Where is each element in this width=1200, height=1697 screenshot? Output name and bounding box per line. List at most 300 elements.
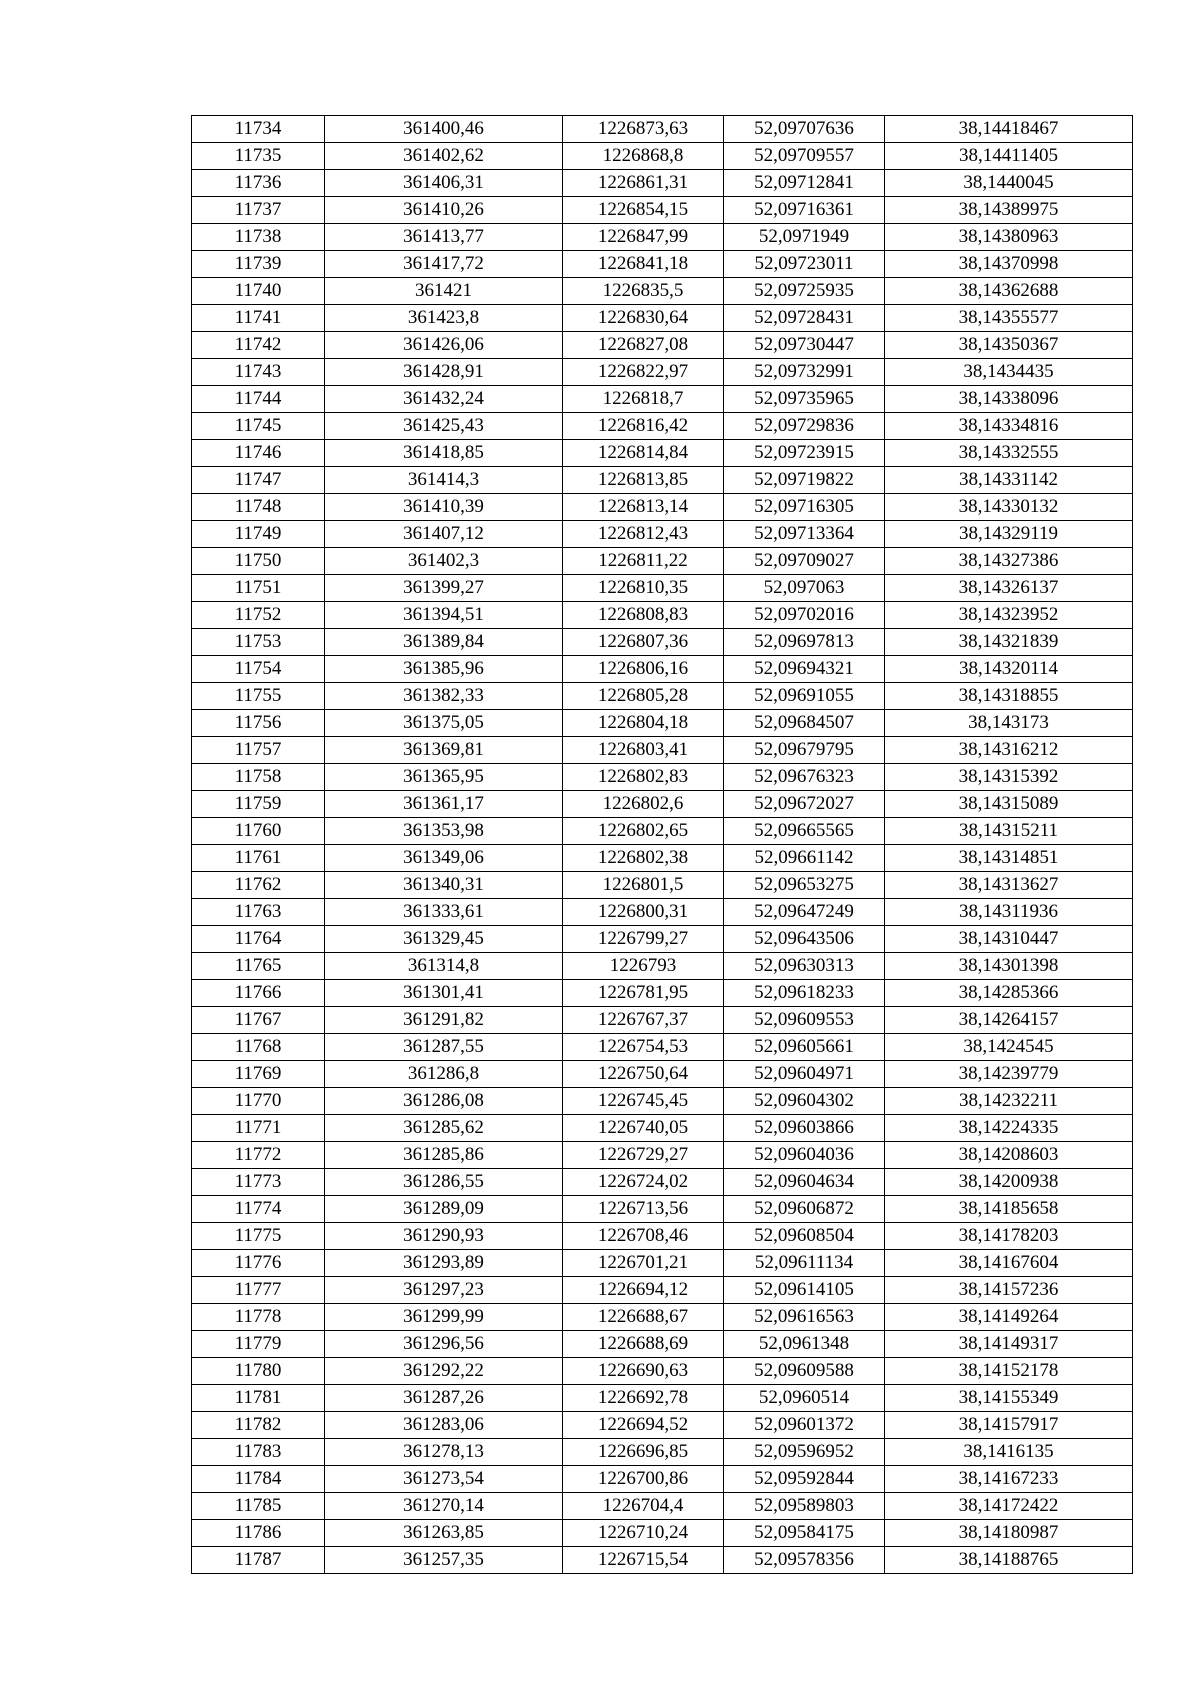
latitude-cell: 52,09604302 xyxy=(724,1088,885,1115)
table-row xyxy=(192,845,1133,872)
point-number-cell: 11737 xyxy=(192,197,325,224)
y-coordinate-cell: 1226799,27 xyxy=(563,926,724,953)
x-coordinate-cell: 361286,55 xyxy=(325,1169,563,1196)
x-coordinate-cell: 361425,43 xyxy=(325,413,563,440)
latitude-cell: 52,09709027 xyxy=(724,548,885,575)
latitude-cell: 52,09601372 xyxy=(724,1412,885,1439)
latitude-cell: 52,09605661 xyxy=(724,1034,885,1061)
x-coordinate-cell: 361290,93 xyxy=(325,1223,563,1250)
x-coordinate-cell: 361257,35 xyxy=(325,1547,563,1574)
y-coordinate-cell: 1226810,35 xyxy=(563,575,724,602)
longitude-cell: 38,14301398 xyxy=(885,953,1133,980)
y-coordinate-cell: 1226827,08 xyxy=(563,332,724,359)
point-number-cell: 11743 xyxy=(192,359,325,386)
y-coordinate-cell: 1226854,15 xyxy=(563,197,724,224)
x-coordinate-cell: 361385,96 xyxy=(325,656,563,683)
latitude-cell: 52,09653275 xyxy=(724,872,885,899)
latitude-cell: 52,09709557 xyxy=(724,143,885,170)
point-number-cell: 11764 xyxy=(192,926,325,953)
latitude-cell: 52,09614105 xyxy=(724,1277,885,1304)
point-number-cell: 11746 xyxy=(192,440,325,467)
table-row xyxy=(192,1115,1133,1142)
latitude-cell: 52,09716305 xyxy=(724,494,885,521)
x-coordinate-cell: 361432,24 xyxy=(325,386,563,413)
point-number-cell: 11757 xyxy=(192,737,325,764)
table-row xyxy=(192,818,1133,845)
y-coordinate-cell: 1226767,37 xyxy=(563,1007,724,1034)
latitude-cell: 52,09604971 xyxy=(724,1061,885,1088)
table-row xyxy=(192,494,1133,521)
longitude-cell: 38,14338096 xyxy=(885,386,1133,413)
longitude-cell: 38,14321839 xyxy=(885,629,1133,656)
table-row xyxy=(192,548,1133,575)
table-row xyxy=(192,197,1133,224)
y-coordinate-cell: 1226690,63 xyxy=(563,1358,724,1385)
table-row xyxy=(192,224,1133,251)
x-coordinate-cell: 361349,06 xyxy=(325,845,563,872)
latitude-cell: 52,09729836 xyxy=(724,413,885,440)
longitude-cell: 38,14350367 xyxy=(885,332,1133,359)
coordinates-table xyxy=(191,115,1133,1574)
latitude-cell: 52,09592844 xyxy=(724,1466,885,1493)
x-coordinate-cell: 361296,56 xyxy=(325,1331,563,1358)
table-row xyxy=(192,980,1133,1007)
y-coordinate-cell: 1226806,16 xyxy=(563,656,724,683)
point-number-cell: 11752 xyxy=(192,602,325,629)
y-coordinate-cell: 1226801,5 xyxy=(563,872,724,899)
point-number-cell: 11775 xyxy=(192,1223,325,1250)
point-number-cell: 11771 xyxy=(192,1115,325,1142)
table-row xyxy=(192,1493,1133,1520)
latitude-cell: 52,09735965 xyxy=(724,386,885,413)
point-number-cell: 11782 xyxy=(192,1412,325,1439)
y-coordinate-cell: 1226688,69 xyxy=(563,1331,724,1358)
y-coordinate-cell: 1226802,6 xyxy=(563,791,724,818)
y-coordinate-cell: 1226793 xyxy=(563,953,724,980)
y-coordinate-cell: 1226724,02 xyxy=(563,1169,724,1196)
longitude-cell: 38,14224335 xyxy=(885,1115,1133,1142)
point-number-cell: 11748 xyxy=(192,494,325,521)
y-coordinate-cell: 1226873,63 xyxy=(563,116,724,143)
table-row xyxy=(192,1358,1133,1385)
y-coordinate-cell: 1226704,4 xyxy=(563,1493,724,1520)
point-number-cell: 11786 xyxy=(192,1520,325,1547)
point-number-cell: 11763 xyxy=(192,899,325,926)
longitude-cell: 38,14355577 xyxy=(885,305,1133,332)
y-coordinate-cell: 1226802,65 xyxy=(563,818,724,845)
longitude-cell: 38,14155349 xyxy=(885,1385,1133,1412)
latitude-cell: 52,09691055 xyxy=(724,683,885,710)
point-number-cell: 11736 xyxy=(192,170,325,197)
table-row xyxy=(192,1304,1133,1331)
longitude-cell: 38,1440045 xyxy=(885,170,1133,197)
point-number-cell: 11776 xyxy=(192,1250,325,1277)
table-row xyxy=(192,1385,1133,1412)
point-number-cell: 11780 xyxy=(192,1358,325,1385)
y-coordinate-cell: 1226841,18 xyxy=(563,251,724,278)
latitude-cell: 52,09723915 xyxy=(724,440,885,467)
point-number-cell: 11739 xyxy=(192,251,325,278)
latitude-cell: 52,09702016 xyxy=(724,602,885,629)
x-coordinate-cell: 361406,31 xyxy=(325,170,563,197)
table-row xyxy=(192,899,1133,926)
table-row xyxy=(192,278,1133,305)
longitude-cell: 38,14316212 xyxy=(885,737,1133,764)
table-row xyxy=(192,1412,1133,1439)
y-coordinate-cell: 1226804,18 xyxy=(563,710,724,737)
x-coordinate-cell: 361389,84 xyxy=(325,629,563,656)
longitude-cell: 38,1424545 xyxy=(885,1034,1133,1061)
latitude-cell: 52,09643506 xyxy=(724,926,885,953)
longitude-cell: 38,14314851 xyxy=(885,845,1133,872)
table-row xyxy=(192,764,1133,791)
point-number-cell: 11734 xyxy=(192,116,325,143)
latitude-cell: 52,09661142 xyxy=(724,845,885,872)
y-coordinate-cell: 1226745,45 xyxy=(563,1088,724,1115)
x-coordinate-cell: 361407,12 xyxy=(325,521,563,548)
latitude-cell: 52,09611134 xyxy=(724,1250,885,1277)
x-coordinate-cell: 361299,99 xyxy=(325,1304,563,1331)
point-number-cell: 11747 xyxy=(192,467,325,494)
longitude-cell: 38,14318855 xyxy=(885,683,1133,710)
x-coordinate-cell: 361263,85 xyxy=(325,1520,563,1547)
point-number-cell: 11787 xyxy=(192,1547,325,1574)
y-coordinate-cell: 1226808,83 xyxy=(563,602,724,629)
longitude-cell: 38,14200938 xyxy=(885,1169,1133,1196)
longitude-cell: 38,1434435 xyxy=(885,359,1133,386)
longitude-cell: 38,14172422 xyxy=(885,1493,1133,1520)
latitude-cell: 52,09694321 xyxy=(724,656,885,683)
longitude-cell: 38,14411405 xyxy=(885,143,1133,170)
x-coordinate-cell: 361369,81 xyxy=(325,737,563,764)
x-coordinate-cell: 361270,14 xyxy=(325,1493,563,1520)
y-coordinate-cell: 1226740,05 xyxy=(563,1115,724,1142)
x-coordinate-cell: 361333,61 xyxy=(325,899,563,926)
y-coordinate-cell: 1226822,97 xyxy=(563,359,724,386)
latitude-cell: 52,09679795 xyxy=(724,737,885,764)
latitude-cell: 52,09596952 xyxy=(724,1439,885,1466)
latitude-cell: 52,09676323 xyxy=(724,764,885,791)
coordinates-table-body xyxy=(192,116,1133,1574)
longitude-cell: 38,14149264 xyxy=(885,1304,1133,1331)
latitude-cell: 52,0960514 xyxy=(724,1385,885,1412)
table-row xyxy=(192,1196,1133,1223)
longitude-cell: 38,14167233 xyxy=(885,1466,1133,1493)
table-row xyxy=(192,1223,1133,1250)
x-coordinate-cell: 361287,55 xyxy=(325,1034,563,1061)
table-row xyxy=(192,1034,1133,1061)
latitude-cell: 52,09725935 xyxy=(724,278,885,305)
longitude-cell: 38,14326137 xyxy=(885,575,1133,602)
latitude-cell: 52,09697813 xyxy=(724,629,885,656)
x-coordinate-cell: 361426,06 xyxy=(325,332,563,359)
point-number-cell: 11745 xyxy=(192,413,325,440)
point-number-cell: 11779 xyxy=(192,1331,325,1358)
table-row xyxy=(192,1547,1133,1574)
table-row xyxy=(192,467,1133,494)
y-coordinate-cell: 1226816,42 xyxy=(563,413,724,440)
longitude-cell: 38,14362688 xyxy=(885,278,1133,305)
table-row xyxy=(192,737,1133,764)
point-number-cell: 11770 xyxy=(192,1088,325,1115)
point-number-cell: 11753 xyxy=(192,629,325,656)
latitude-cell: 52,09719822 xyxy=(724,467,885,494)
y-coordinate-cell: 1226811,22 xyxy=(563,548,724,575)
x-coordinate-cell: 361410,39 xyxy=(325,494,563,521)
y-coordinate-cell: 1226750,64 xyxy=(563,1061,724,1088)
longitude-cell: 38,14329119 xyxy=(885,521,1133,548)
y-coordinate-cell: 1226818,7 xyxy=(563,386,724,413)
latitude-cell: 52,09606872 xyxy=(724,1196,885,1223)
x-coordinate-cell: 361375,05 xyxy=(325,710,563,737)
latitude-cell: 52,09630313 xyxy=(724,953,885,980)
y-coordinate-cell: 1226812,43 xyxy=(563,521,724,548)
latitude-cell: 52,09728431 xyxy=(724,305,885,332)
point-number-cell: 11778 xyxy=(192,1304,325,1331)
longitude-cell: 38,14370998 xyxy=(885,251,1133,278)
longitude-cell: 38,14185658 xyxy=(885,1196,1133,1223)
latitude-cell: 52,09604036 xyxy=(724,1142,885,1169)
latitude-cell: 52,09732991 xyxy=(724,359,885,386)
x-coordinate-cell: 361297,23 xyxy=(325,1277,563,1304)
x-coordinate-cell: 361417,72 xyxy=(325,251,563,278)
latitude-cell: 52,09584175 xyxy=(724,1520,885,1547)
table-row xyxy=(192,170,1133,197)
point-number-cell: 11755 xyxy=(192,683,325,710)
x-coordinate-cell: 361301,41 xyxy=(325,980,563,1007)
y-coordinate-cell: 1226830,64 xyxy=(563,305,724,332)
point-number-cell: 11773 xyxy=(192,1169,325,1196)
longitude-cell: 38,14208603 xyxy=(885,1142,1133,1169)
table-row xyxy=(192,440,1133,467)
point-number-cell: 11785 xyxy=(192,1493,325,1520)
table-row xyxy=(192,413,1133,440)
y-coordinate-cell: 1226802,83 xyxy=(563,764,724,791)
y-coordinate-cell: 1226694,12 xyxy=(563,1277,724,1304)
longitude-cell: 38,14331142 xyxy=(885,467,1133,494)
x-coordinate-cell: 361286,8 xyxy=(325,1061,563,1088)
y-coordinate-cell: 1226715,54 xyxy=(563,1547,724,1574)
table-row xyxy=(192,251,1133,278)
y-coordinate-cell: 1226807,36 xyxy=(563,629,724,656)
x-coordinate-cell: 361285,62 xyxy=(325,1115,563,1142)
table-row xyxy=(192,305,1133,332)
longitude-cell: 38,14310447 xyxy=(885,926,1133,953)
latitude-cell: 52,09730447 xyxy=(724,332,885,359)
latitude-cell: 52,09609588 xyxy=(724,1358,885,1385)
table-row xyxy=(192,791,1133,818)
point-number-cell: 11742 xyxy=(192,332,325,359)
point-number-cell: 11777 xyxy=(192,1277,325,1304)
x-coordinate-cell: 361287,26 xyxy=(325,1385,563,1412)
latitude-cell: 52,09707636 xyxy=(724,116,885,143)
x-coordinate-cell: 361399,27 xyxy=(325,575,563,602)
point-number-cell: 11772 xyxy=(192,1142,325,1169)
y-coordinate-cell: 1226861,31 xyxy=(563,170,724,197)
longitude-cell: 38,14418467 xyxy=(885,116,1133,143)
x-coordinate-cell: 361413,77 xyxy=(325,224,563,251)
point-number-cell: 11751 xyxy=(192,575,325,602)
longitude-cell: 38,14334816 xyxy=(885,413,1133,440)
longitude-cell: 38,14320114 xyxy=(885,656,1133,683)
y-coordinate-cell: 1226694,52 xyxy=(563,1412,724,1439)
longitude-cell: 38,14323952 xyxy=(885,602,1133,629)
latitude-cell: 52,097063 xyxy=(724,575,885,602)
x-coordinate-cell: 361423,8 xyxy=(325,305,563,332)
longitude-cell: 38,14315089 xyxy=(885,791,1133,818)
latitude-cell: 52,09723011 xyxy=(724,251,885,278)
table-row xyxy=(192,602,1133,629)
table-row xyxy=(192,1520,1133,1547)
table-row xyxy=(192,1061,1133,1088)
longitude-cell: 38,14311936 xyxy=(885,899,1133,926)
longitude-cell: 38,143173 xyxy=(885,710,1133,737)
table-row xyxy=(192,926,1133,953)
longitude-cell: 38,14380963 xyxy=(885,224,1133,251)
y-coordinate-cell: 1226696,85 xyxy=(563,1439,724,1466)
table-row xyxy=(192,1331,1133,1358)
point-number-cell: 11741 xyxy=(192,305,325,332)
y-coordinate-cell: 1226847,99 xyxy=(563,224,724,251)
point-number-cell: 11738 xyxy=(192,224,325,251)
x-coordinate-cell: 361283,06 xyxy=(325,1412,563,1439)
longitude-cell: 38,14330132 xyxy=(885,494,1133,521)
x-coordinate-cell: 361365,95 xyxy=(325,764,563,791)
point-number-cell: 11754 xyxy=(192,656,325,683)
x-coordinate-cell: 361428,91 xyxy=(325,359,563,386)
y-coordinate-cell: 1226701,21 xyxy=(563,1250,724,1277)
point-number-cell: 11769 xyxy=(192,1061,325,1088)
longitude-cell: 38,14180987 xyxy=(885,1520,1133,1547)
x-coordinate-cell: 361402,62 xyxy=(325,143,563,170)
longitude-cell: 38,14178203 xyxy=(885,1223,1133,1250)
point-number-cell: 11756 xyxy=(192,710,325,737)
longitude-cell: 38,14327386 xyxy=(885,548,1133,575)
table-row xyxy=(192,143,1133,170)
point-number-cell: 11781 xyxy=(192,1385,325,1412)
latitude-cell: 52,09608504 xyxy=(724,1223,885,1250)
point-number-cell: 11766 xyxy=(192,980,325,1007)
table-row xyxy=(192,656,1133,683)
point-number-cell: 11768 xyxy=(192,1034,325,1061)
longitude-cell: 38,14232211 xyxy=(885,1088,1133,1115)
table-row xyxy=(192,1169,1133,1196)
latitude-cell: 52,09716361 xyxy=(724,197,885,224)
longitude-cell: 38,14157236 xyxy=(885,1277,1133,1304)
longitude-cell: 38,14313627 xyxy=(885,872,1133,899)
point-number-cell: 11783 xyxy=(192,1439,325,1466)
latitude-cell: 52,09672027 xyxy=(724,791,885,818)
x-coordinate-cell: 361394,51 xyxy=(325,602,563,629)
y-coordinate-cell: 1226835,5 xyxy=(563,278,724,305)
y-coordinate-cell: 1226814,84 xyxy=(563,440,724,467)
point-number-cell: 11750 xyxy=(192,548,325,575)
latitude-cell: 52,0971949 xyxy=(724,224,885,251)
table-row xyxy=(192,575,1133,602)
longitude-cell: 38,14152178 xyxy=(885,1358,1133,1385)
x-coordinate-cell: 361278,13 xyxy=(325,1439,563,1466)
latitude-cell: 52,09618233 xyxy=(724,980,885,1007)
point-number-cell: 11735 xyxy=(192,143,325,170)
latitude-cell: 52,09578356 xyxy=(724,1547,885,1574)
latitude-cell: 52,09609553 xyxy=(724,1007,885,1034)
x-coordinate-cell: 361410,26 xyxy=(325,197,563,224)
point-number-cell: 11760 xyxy=(192,818,325,845)
latitude-cell: 52,0961348 xyxy=(724,1331,885,1358)
y-coordinate-cell: 1226800,31 xyxy=(563,899,724,926)
y-coordinate-cell: 1226803,41 xyxy=(563,737,724,764)
latitude-cell: 52,09712841 xyxy=(724,170,885,197)
longitude-cell: 38,14167604 xyxy=(885,1250,1133,1277)
point-number-cell: 11767 xyxy=(192,1007,325,1034)
x-coordinate-cell: 361289,09 xyxy=(325,1196,563,1223)
x-coordinate-cell: 361291,82 xyxy=(325,1007,563,1034)
point-number-cell: 11784 xyxy=(192,1466,325,1493)
table-row xyxy=(192,1439,1133,1466)
latitude-cell: 52,09713364 xyxy=(724,521,885,548)
table-row xyxy=(192,1088,1133,1115)
table-row xyxy=(192,1250,1133,1277)
longitude-cell: 38,14239779 xyxy=(885,1061,1133,1088)
table-row xyxy=(192,386,1133,413)
x-coordinate-cell: 361418,85 xyxy=(325,440,563,467)
y-coordinate-cell: 1226692,78 xyxy=(563,1385,724,1412)
x-coordinate-cell: 361273,54 xyxy=(325,1466,563,1493)
table-row xyxy=(192,1007,1133,1034)
longitude-cell: 38,14149317 xyxy=(885,1331,1133,1358)
y-coordinate-cell: 1226710,24 xyxy=(563,1520,724,1547)
x-coordinate-cell: 361340,31 xyxy=(325,872,563,899)
longitude-cell: 38,14285366 xyxy=(885,980,1133,1007)
point-number-cell: 11740 xyxy=(192,278,325,305)
y-coordinate-cell: 1226805,28 xyxy=(563,683,724,710)
y-coordinate-cell: 1226802,38 xyxy=(563,845,724,872)
latitude-cell: 52,09603866 xyxy=(724,1115,885,1142)
table-row xyxy=(192,359,1133,386)
table-row xyxy=(192,521,1133,548)
x-coordinate-cell: 361400,46 xyxy=(325,116,563,143)
y-coordinate-cell: 1226813,14 xyxy=(563,494,724,521)
point-number-cell: 11758 xyxy=(192,764,325,791)
point-number-cell: 11774 xyxy=(192,1196,325,1223)
table-row xyxy=(192,1142,1133,1169)
table-row xyxy=(192,683,1133,710)
y-coordinate-cell: 1226688,67 xyxy=(563,1304,724,1331)
point-number-cell: 11759 xyxy=(192,791,325,818)
longitude-cell: 38,14157917 xyxy=(885,1412,1133,1439)
longitude-cell: 38,1416135 xyxy=(885,1439,1133,1466)
longitude-cell: 38,14264157 xyxy=(885,1007,1133,1034)
x-coordinate-cell: 361361,17 xyxy=(325,791,563,818)
longitude-cell: 38,14315211 xyxy=(885,818,1133,845)
longitude-cell: 38,14389975 xyxy=(885,197,1133,224)
x-coordinate-cell: 361286,08 xyxy=(325,1088,563,1115)
y-coordinate-cell: 1226708,46 xyxy=(563,1223,724,1250)
y-coordinate-cell: 1226729,27 xyxy=(563,1142,724,1169)
x-coordinate-cell: 361353,98 xyxy=(325,818,563,845)
y-coordinate-cell: 1226813,85 xyxy=(563,467,724,494)
x-coordinate-cell: 361329,45 xyxy=(325,926,563,953)
table-row xyxy=(192,629,1133,656)
x-coordinate-cell: 361414,3 xyxy=(325,467,563,494)
point-number-cell: 11765 xyxy=(192,953,325,980)
latitude-cell: 52,09684507 xyxy=(724,710,885,737)
y-coordinate-cell: 1226781,95 xyxy=(563,980,724,1007)
x-coordinate-cell: 361402,3 xyxy=(325,548,563,575)
table-row xyxy=(192,872,1133,899)
latitude-cell: 52,09589803 xyxy=(724,1493,885,1520)
latitude-cell: 52,09604634 xyxy=(724,1169,885,1196)
